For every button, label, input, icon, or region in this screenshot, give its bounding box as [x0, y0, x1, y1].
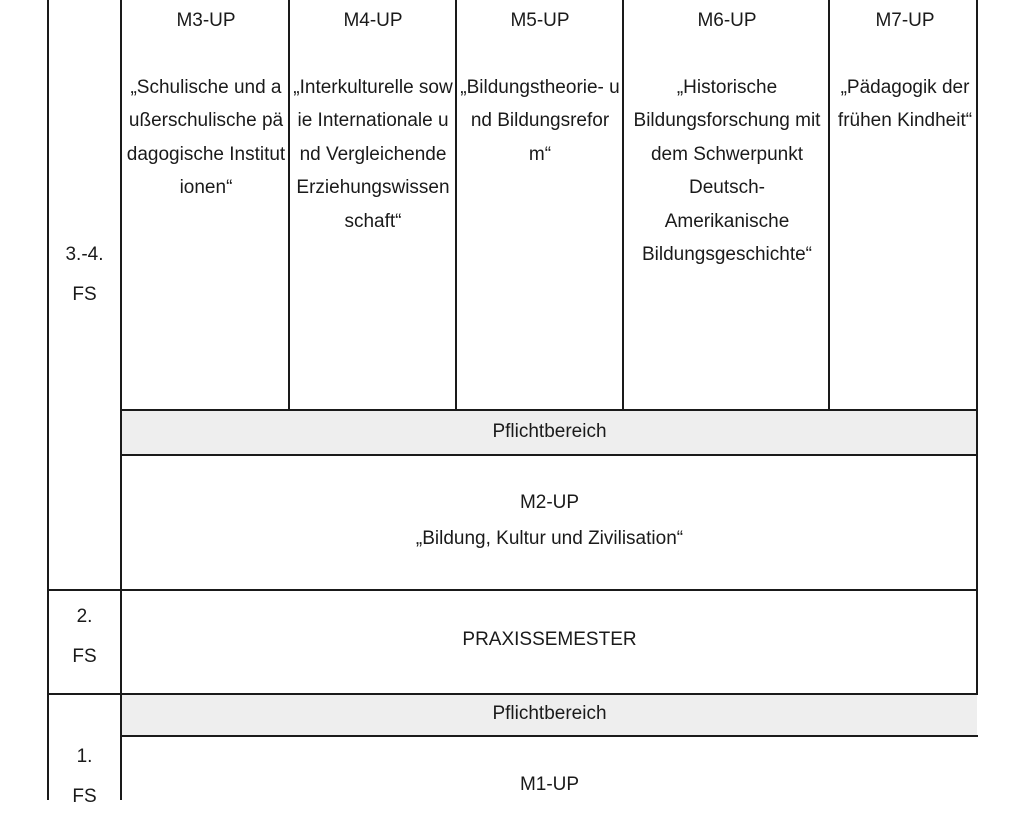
semester-number: 3.-4.	[65, 244, 104, 265]
module-title: „Bildung, Kultur und Zivilisation“	[415, 528, 684, 549]
pflichtbereich-label-upper: Pflichtbereich	[492, 421, 607, 442]
elective-m3	[126, 4, 286, 205]
module-code: M5-UP	[510, 10, 570, 31]
pflichtbereich-label-lower: Pflichtbereich	[492, 703, 607, 724]
border-semester-column	[120, 0, 122, 800]
praxissemester: PRAXISSEMESTER	[462, 629, 637, 650]
module-m1	[122, 767, 977, 803]
divider-m4-m5	[455, 0, 457, 411]
module-code: M3-UP	[176, 10, 236, 31]
module-code: M4-UP	[343, 10, 403, 31]
divider-m6-m7	[828, 0, 830, 411]
line-below-electives	[120, 409, 978, 411]
semester-fs: FS	[72, 284, 97, 305]
module-m2	[122, 485, 977, 557]
line-above-praxis	[47, 589, 978, 591]
line-below-pflicht-1	[120, 454, 978, 456]
module-code: M2-UP	[519, 492, 580, 513]
line-below-pflicht-2	[120, 735, 978, 737]
elective-m7	[835, 4, 975, 138]
module-title: „Interkulturelle sowie Internationale und Vergleichende Erziehungswissenschaft“	[293, 76, 453, 232]
elective-m4	[293, 4, 453, 238]
semester-number: 1.	[76, 746, 93, 767]
module-title: „Pädagogik der frühen Kindheit“	[837, 76, 973, 131]
semester-label-3-4	[49, 235, 120, 315]
semester-label-2	[49, 597, 120, 677]
module-title: „Bildungstheorie- und Bildungsreform“	[460, 76, 620, 165]
module-code: M6-UP	[697, 10, 757, 31]
module-title: „Historische Bildungsforschung mit dem Schwerpunkt Deutsch-Amerikanische Bildungsgeschichte“	[633, 76, 821, 265]
border-left	[47, 0, 49, 800]
divider-m3-m4	[288, 0, 290, 411]
semester-number: 2.	[76, 606, 93, 627]
semester-label-1	[49, 737, 120, 817]
line-below-praxis	[47, 693, 978, 695]
semester-fs: FS	[72, 786, 97, 807]
elective-m5	[460, 4, 620, 171]
module-code: M1-UP	[519, 774, 580, 795]
module-title: „Schulische und außerschulische pädagogische Institutionen“	[126, 76, 286, 198]
elective-m6	[632, 4, 822, 272]
divider-m5-m6	[622, 0, 624, 411]
semester-fs: FS	[72, 646, 97, 667]
module-code: M7-UP	[875, 10, 935, 31]
